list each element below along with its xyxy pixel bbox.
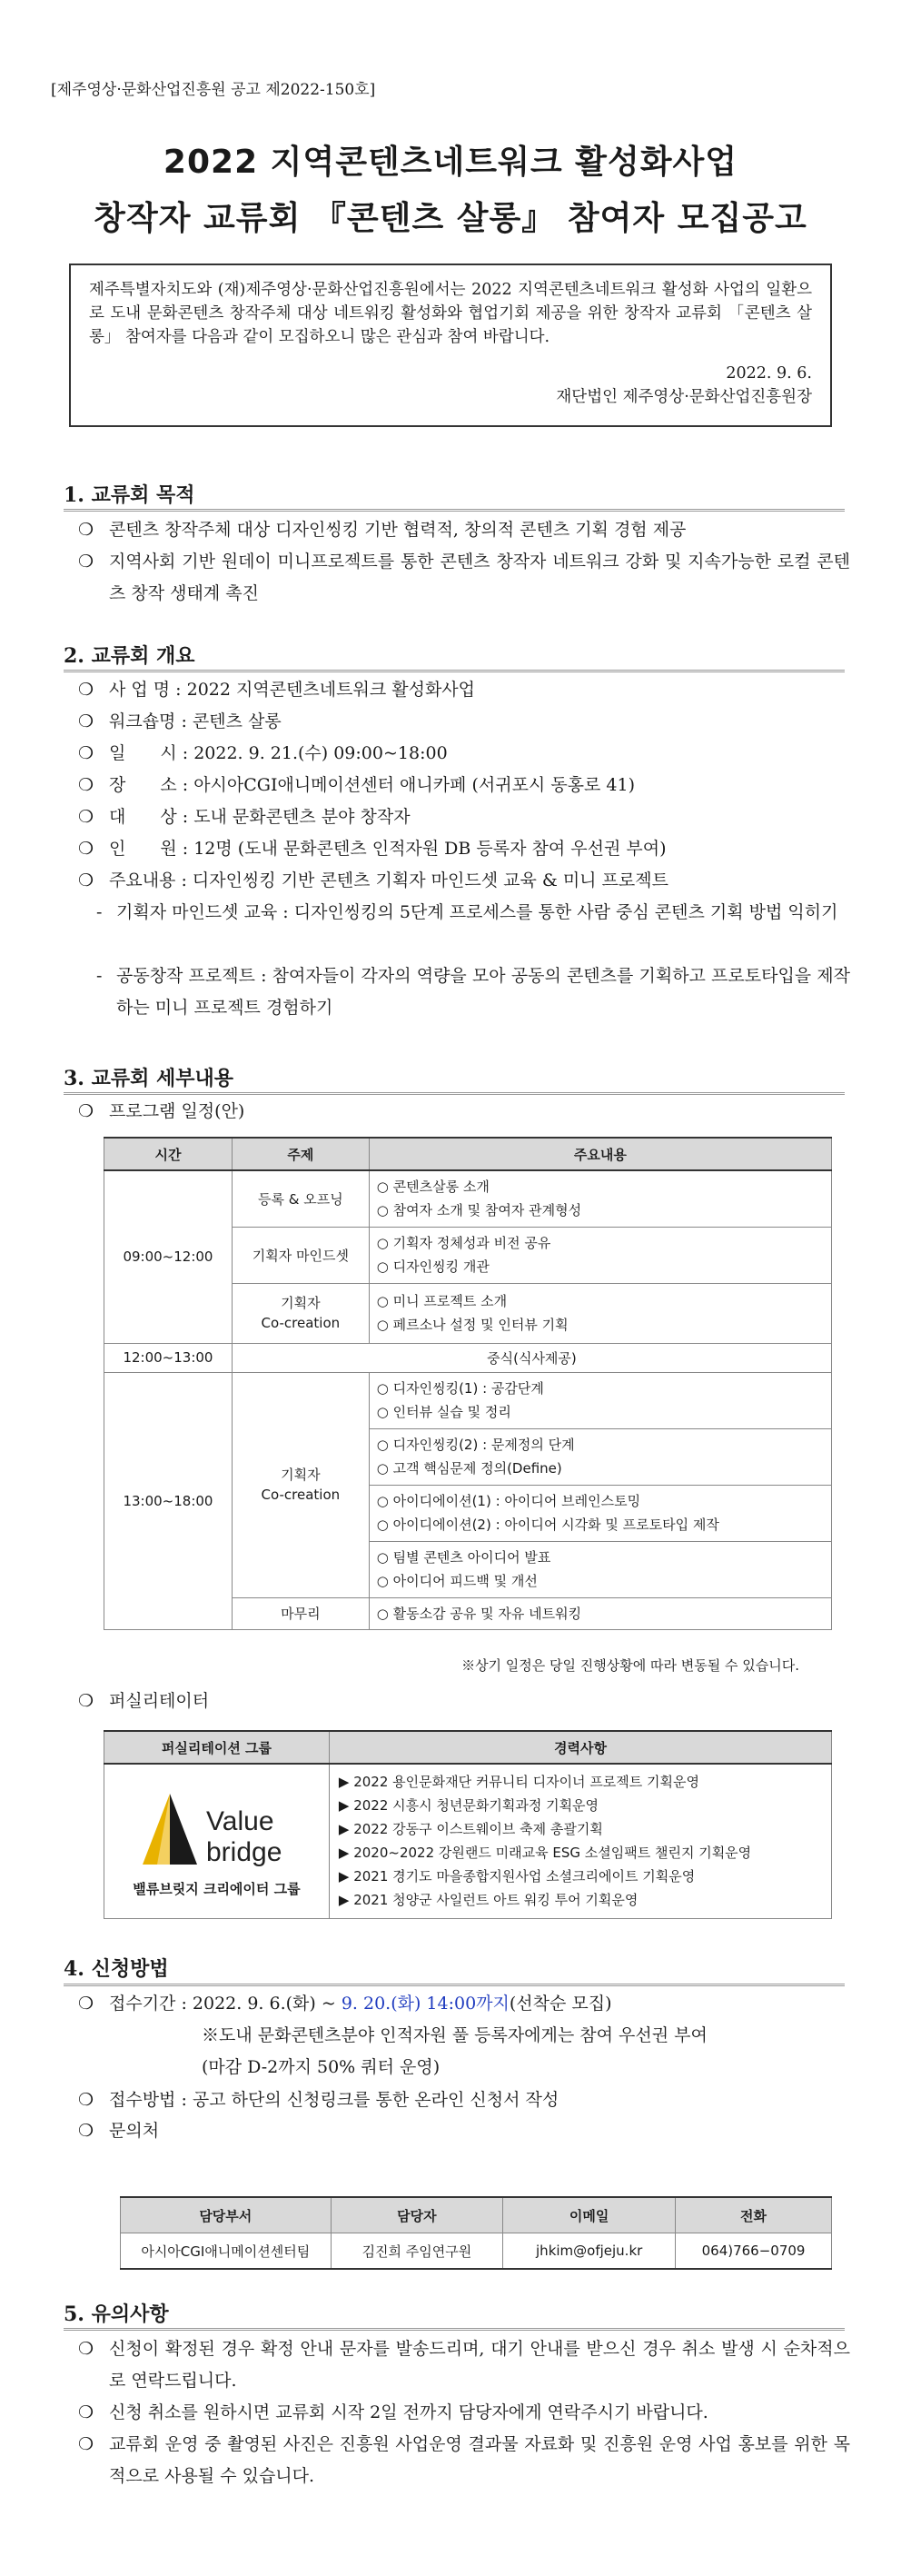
- overview-item: ❍ 인 원 : 12명 (도내 문화콘텐츠 인적자원 DB 등록자 참여 우선권 부여): [78, 833, 850, 865]
- section-2-rule: [64, 670, 845, 672]
- intro-text: 제주특별자치도와 (재)제주영상·문화산업진흥원에서는 2022 지역콘텐츠네트워크 활성화 사업의 일환으로 도내 문화콘텐츠 창작주체 대상 네트워킹 활성화와 협업기회 제공을 위한 창작자 교류회 「콘텐츠 살롱」 참여자를 다음과 같이 모집하오니 많은 관심과 참여 바랍니다.: [89, 281, 812, 346]
- circle-bullet-icon: ❍: [78, 1101, 94, 1121]
- circle-bullet-icon: ❍: [78, 552, 94, 572]
- contact-table: [120, 2196, 832, 2270]
- content-cell: ○ 콘텐츠살롱 소개 ○ 참여자 소개 및 참여자 관계형성: [369, 1170, 831, 1227]
- content-cell: ○ 기획자 정체성과 비전 공유 ○ 디자인씽킹 개관: [369, 1227, 831, 1283]
- circle-bullet-icon: ❍: [78, 711, 94, 731]
- apply-note: ※도내 문화콘텐츠분야 인적자원 풀 등록자에게는 참여 우선권 부여: [202, 2025, 708, 2045]
- table-row: [121, 2233, 832, 2270]
- page-title-line1: 2022 지역콘텐츠네트워크 활성화사업: [163, 144, 738, 181]
- logo-text-value: Value: [206, 1805, 274, 1836]
- topic-cell: 기획자 Co-creation: [232, 1372, 369, 1597]
- career-item: ▶ 2020~2022 강원랜드 미래교육 ESG 소셜임팩트 챌린지 기획운영: [338, 1845, 752, 1862]
- circle-bullet-icon: ❍: [78, 1691, 94, 1711]
- topic-cell: 기획자 마인드셋: [232, 1227, 369, 1283]
- circle-bullet-icon: ❍: [78, 1994, 94, 2014]
- circle-bullet-icon: ❍: [78, 2090, 94, 2110]
- content-cell: ○ 디자인씽킹(1) : 공감단계 ○ 인터뷰 실습 및 정리: [369, 1372, 831, 1428]
- apply-note: (마감 D-2까지 50% 쿼터 운영): [202, 2057, 441, 2077]
- section-5-rule: [64, 2328, 845, 2331]
- caution-item: ❍ 교류회 운영 중 촬영된 사진은 진흥원 사업운영 결과물 자료화 및 진흥원 운영 사업 홍보를 위한 목적으로 사용될 수 있습니다.: [78, 2429, 850, 2492]
- table-header: 주제: [232, 1138, 369, 1170]
- content-cell: ○ 아이디에이션(1) : 아이디어 브레인스토밍 ○ 아이디에이션(2) : 아이디어 시각화 및 프로토타입 제작: [369, 1485, 831, 1541]
- table-row: [104, 1764, 832, 1918]
- section-3-heading: 3. 교류회 세부내용: [64, 1067, 234, 1090]
- logo-text-bridge: bridge: [206, 1836, 282, 1867]
- intro-org: 재단법인 제주영상·문화산업진흥원장: [556, 388, 812, 406]
- table-header-row: [104, 1138, 832, 1170]
- career-item: ▶ 2022 시흥시 청년문화기획과정 기획운영: [338, 1797, 599, 1815]
- section-1-rule: [64, 509, 845, 512]
- career-item: ▶ 2022 용인문화재단 커뮤니티 디자이너 프로젝트 기획운영: [338, 1774, 700, 1791]
- caution-item: ❍ 신청이 확정된 경우 확정 안내 문자를 발송드리며, 대기 안내를 받으신 경우 취소 발생 시 순차적으로 연락드립니다.: [78, 2333, 850, 2397]
- facilitator-label: ❍ 퍼실리테이터: [78, 1686, 850, 1717]
- section-4-rule: [64, 1984, 845, 1986]
- table-header: 경력사항: [329, 1731, 831, 1764]
- overview-item: ❍ 대 상 : 도내 문화콘텐츠 분야 창작자: [78, 801, 850, 833]
- overview-subitem: - 공동창작 프로젝트 : 참여자들이 각자의 역량을 모아 공동의 콘텐츠를 기획하고 프로토타입을 제작하는 미니 프로젝트 경험하기: [96, 966, 850, 1018]
- schedule-table: [104, 1137, 832, 1630]
- overview-item: ❍ 사 업 명 : 2022 지역콘텐츠네트워크 활성화사업: [78, 674, 850, 706]
- content-cell: ○ 팀별 콘텐츠 아이디어 발표 ○ 아이디어 피드백 및 개선: [369, 1541, 831, 1597]
- overview-item: ❍ 워크숍명 : 콘텐츠 살롱: [78, 706, 850, 738]
- circle-bullet-icon: ❍: [78, 2434, 94, 2454]
- lunch-cell: 중식(식사제공): [232, 1343, 831, 1372]
- content-cell: ○ 미니 프로젝트 소개 ○ 페르소나 설정 및 인터뷰 기획: [369, 1283, 831, 1343]
- page-title-line2: 창작자 교류회 『콘텐츠 살롱』 참여자 모집공고: [94, 200, 807, 237]
- purpose-item: ❍ 지역사회 기반 원데이 미니프로젝트를 통한 콘텐츠 창작자 네트워크 강화 및 지속가능한 로컬 콘텐츠 창작 생태계 촉진: [78, 546, 850, 610]
- purpose-item: ❍ 콘텐츠 창작주체 대상 디자인씽킹 기반 협력적, 창의적 콘텐츠 기획 경험 제공: [78, 514, 850, 546]
- table-header: 담당부서: [121, 2197, 332, 2233]
- schedule-label: ❍ 프로그램 일정(안): [78, 1096, 850, 1128]
- logo-cell: [104, 1764, 330, 1918]
- career-item: ▶ 2021 경기도 마을종합지원사업 소셜크리에이트 기획운영: [338, 1868, 696, 1885]
- circle-bullet-icon: ❍: [78, 680, 94, 700]
- topic-cell: 마무리: [232, 1597, 369, 1629]
- content-cell: ○ 디자인씽킹(2) : 문제정의 단계 ○ 고객 핵심문제 정의(Define): [369, 1428, 831, 1485]
- time-cell: 13:00~18:00: [104, 1372, 233, 1629]
- circle-bullet-icon: ❍: [78, 870, 94, 890]
- career-cell: [329, 1764, 831, 1918]
- table-header: 주요내용: [369, 1138, 831, 1170]
- topic-cell: 기획자 Co-creation: [232, 1283, 369, 1343]
- facilitator-table: [104, 1730, 832, 1919]
- content-cell: ○ 활동소감 공유 및 자유 네트워킹: [369, 1597, 831, 1629]
- table-row: [104, 1170, 832, 1227]
- table-header: 담당자: [331, 2197, 503, 2233]
- table-header: 퍼실리테이션 그룹: [104, 1731, 330, 1764]
- circle-bullet-icon: ❍: [78, 743, 94, 763]
- overview-subitem: - 기획자 마인드셋 교육 : 디자인씽킹의 5단계 프로세스를 통한 사람 중심 콘텐츠 기획 방법 익히기: [96, 902, 838, 922]
- apply-period: ❍ 접수기간 : 2022. 9. 6.(화) ~ 9. 20.(화) 14:00까지(선착순 모집): [78, 1988, 850, 2020]
- section-3-rule: [64, 1092, 845, 1095]
- table-header-row: [121, 2197, 832, 2233]
- career-item: ▶ 2021 청양군 사일런트 아트 워킹 투어 기획운영: [338, 1892, 639, 1909]
- table-row: [104, 1372, 832, 1428]
- intro-date: 2022. 9. 6.: [726, 364, 812, 383]
- circle-bullet-icon: ❍: [78, 2402, 94, 2422]
- topic-cell: 등록 & 오프닝: [232, 1170, 369, 1227]
- contact-person: 김진희 주임연구원: [331, 2233, 503, 2270]
- section-1-heading: 1. 교류회 목적: [64, 483, 195, 507]
- caution-item: ❍ 신청 취소를 원하시면 교류회 시작 2일 전까지 담당자에게 연락주시기 바랍니다.: [78, 2397, 850, 2429]
- contact-phone: 064)766−0709: [676, 2233, 832, 2270]
- overview-item: ❍ 일 시 : 2022. 9. 21.(수) 09:00~18:00: [78, 738, 850, 770]
- circle-bullet-icon: ❍: [78, 807, 94, 827]
- apply-method: ❍ 접수방법 : 공고 하단의 신청링크를 통한 온라인 신청서 작성: [78, 2084, 850, 2116]
- circle-bullet-icon: ❍: [78, 839, 94, 859]
- table-header: 전화: [676, 2197, 832, 2233]
- career-item: ▶ 2022 강동구 이스트웨이브 축제 총괄기획: [338, 1821, 603, 1838]
- circle-bullet-icon: ❍: [78, 2121, 94, 2141]
- value-bridge-logo: [123, 1785, 310, 1875]
- section-5-heading: 5. 유의사항: [64, 2302, 169, 2326]
- circle-bullet-icon: ❍: [78, 775, 94, 795]
- section-2-heading: 2. 교류회 개요: [64, 644, 195, 668]
- apply-deadline: 9. 20.(화) 14:00까지: [341, 1994, 510, 2014]
- overview-item: ❍ 주요내용 : 디자인씽킹 기반 콘텐츠 기획자 마인드셋 교육 & 미니 프로젝트: [78, 865, 850, 897]
- contact-email[interactable]: jhkim@ofjeju.kr: [503, 2233, 676, 2270]
- time-cell: 12:00~13:00: [104, 1343, 233, 1372]
- value-bridge-logo-icon: [123, 1785, 310, 1875]
- circle-bullet-icon: ❍: [78, 2339, 94, 2359]
- table-header: 시간: [104, 1138, 233, 1170]
- intro-box: [69, 264, 832, 427]
- time-cell: 09:00~12:00: [104, 1170, 233, 1343]
- notice-number: [제주영상·문화산업진흥원 공고 제2022-150호]: [51, 81, 376, 99]
- facilitator-group-name: 밸류브릿지 크리에이터 그룹: [133, 1880, 301, 1897]
- circle-bullet-icon: ❍: [78, 520, 94, 540]
- overview-item: ❍ 장 소 : 아시아CGI애니메이션센터 애니카페 (서귀포시 동홍로 41): [78, 770, 850, 801]
- table-header: 이메일: [503, 2197, 676, 2233]
- contact-department: 아시아CGI애니메이션센터팀: [121, 2233, 332, 2270]
- schedule-note: ※상기 일정은 당일 진행상황에 따라 변동될 수 있습니다.: [461, 1657, 799, 1674]
- section-4-heading: 4. 신청방법: [64, 1957, 169, 1981]
- table-header-row: [104, 1731, 832, 1764]
- contact-label: ❍ 문의처: [78, 2115, 850, 2147]
- table-row: [104, 1343, 832, 1372]
